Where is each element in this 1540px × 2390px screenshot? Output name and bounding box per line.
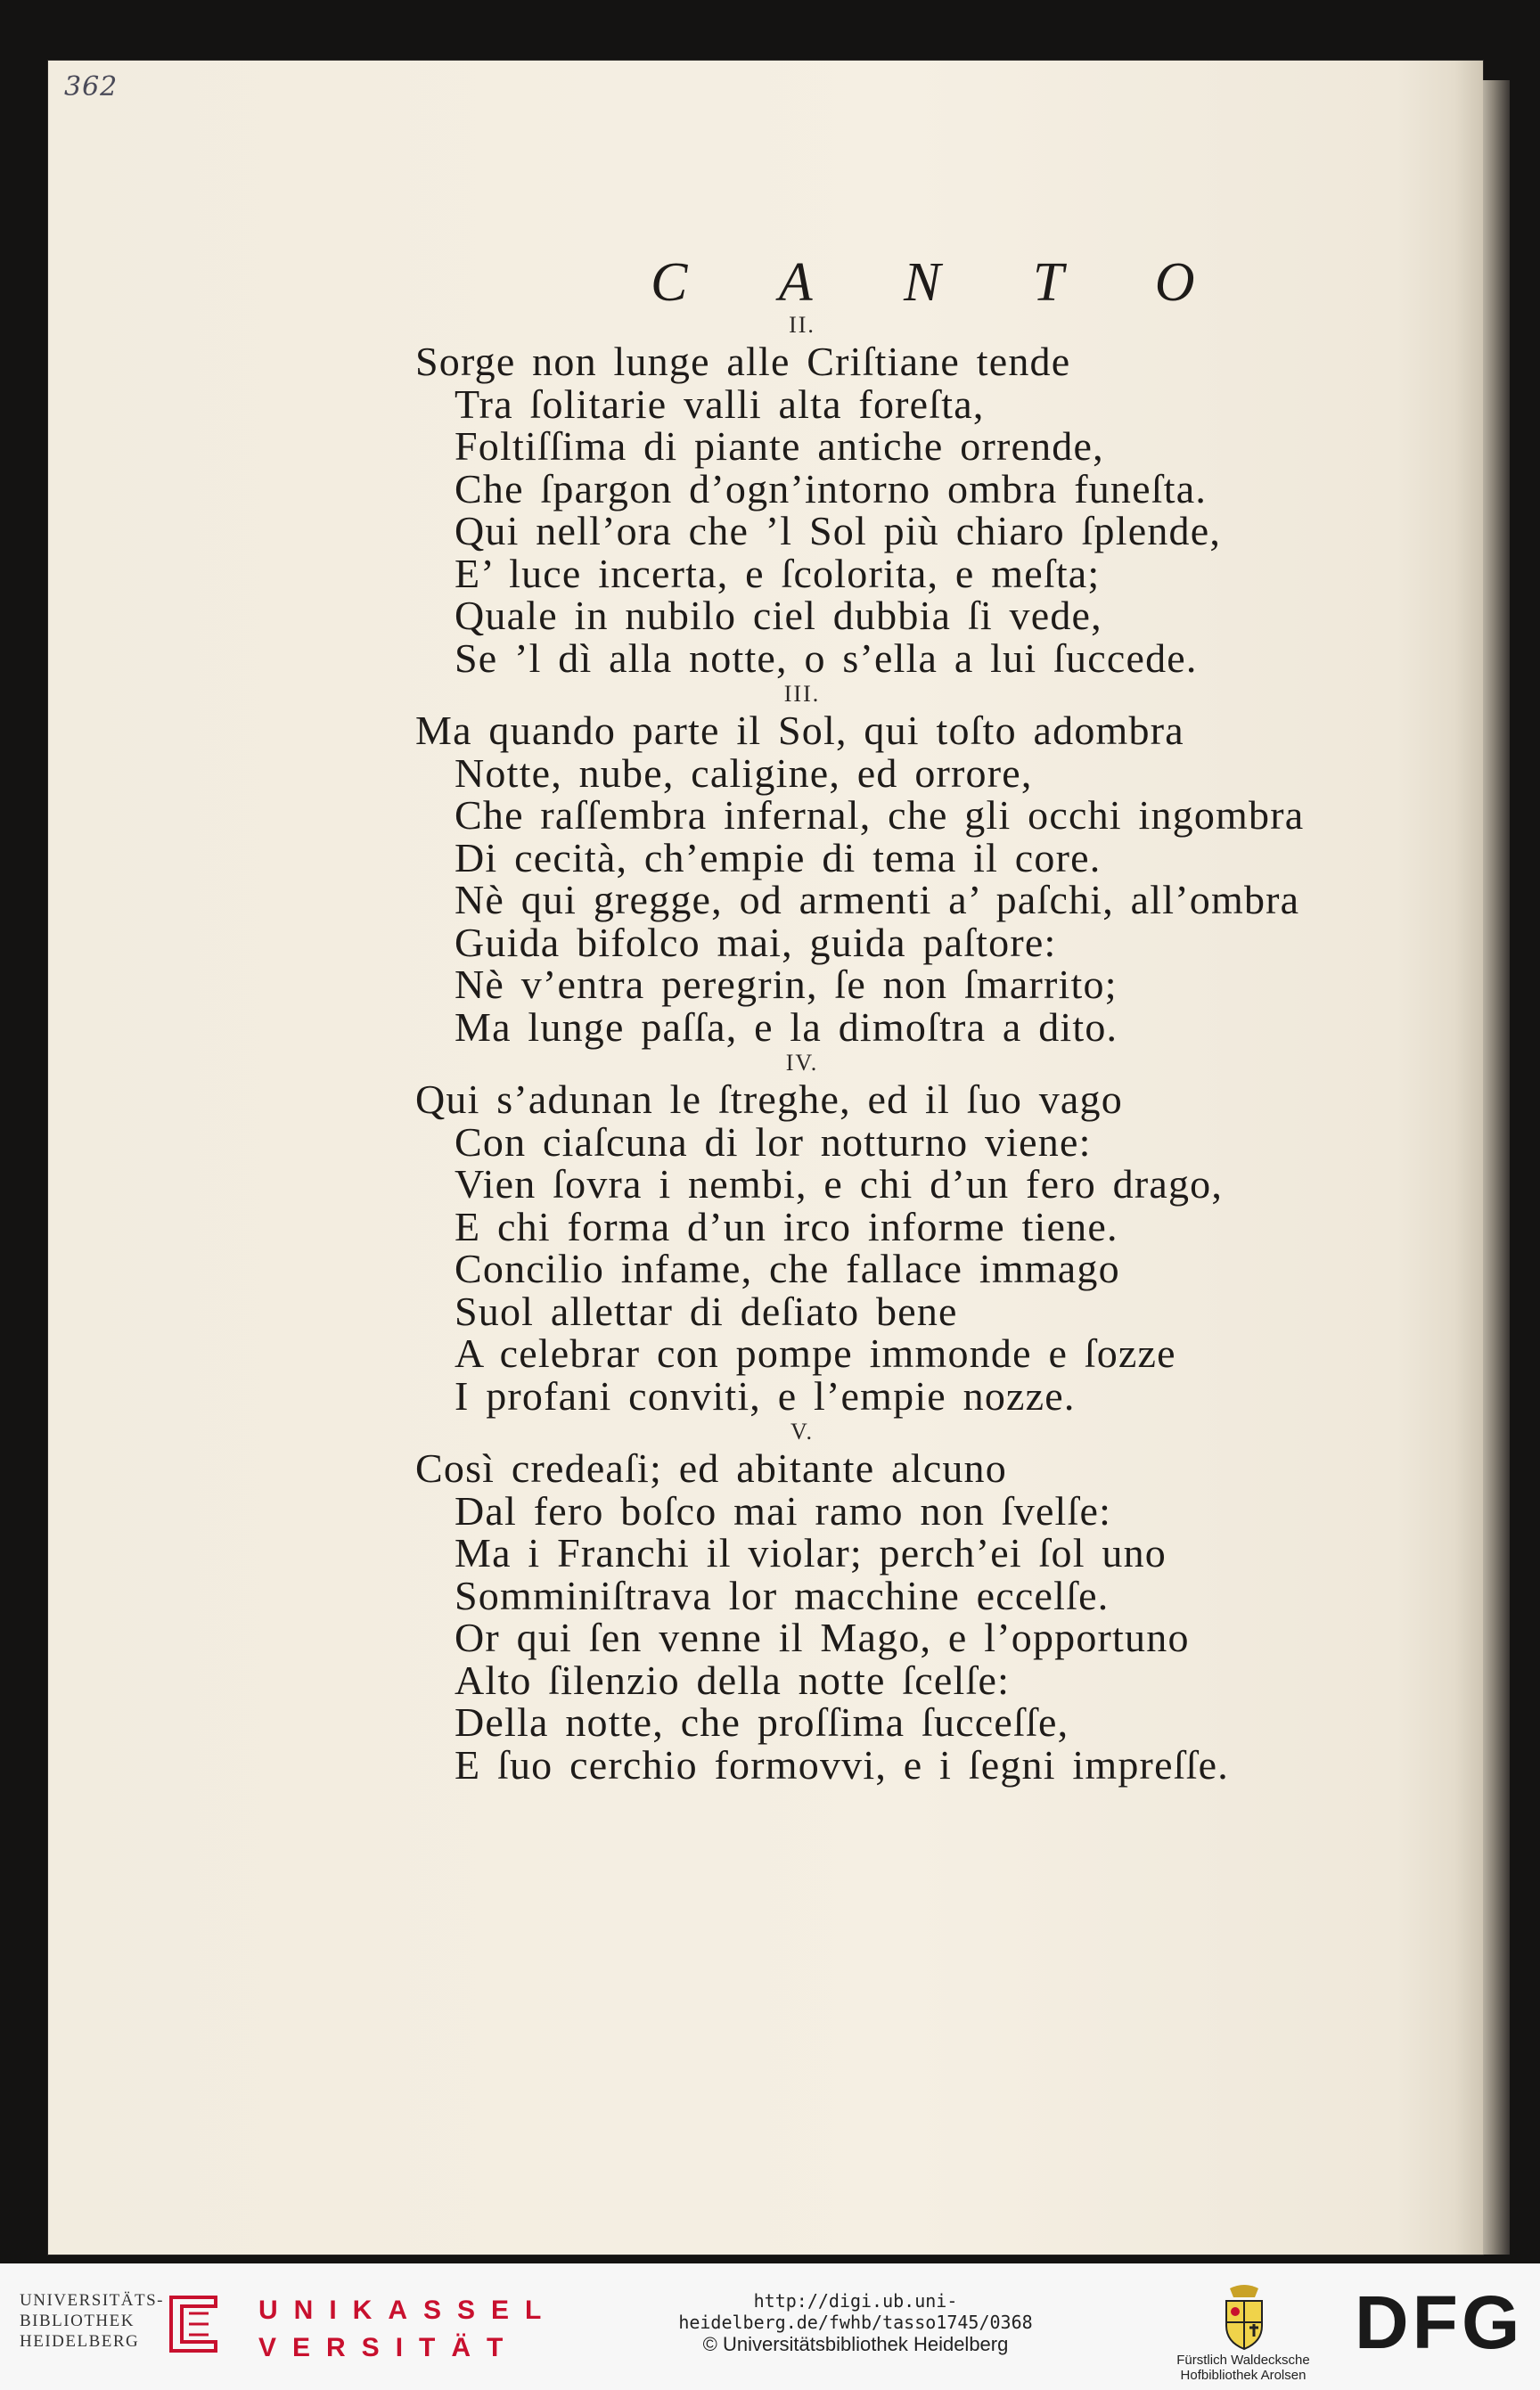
uni-kassel-top: UNIKASSEL [258, 2296, 558, 2325]
stanza [415, 1447, 1229, 1786]
ub-logo-line: UNIVERSITÄTS- [20, 2291, 164, 2310]
verse-line: Ma quando parte il Sol, qui toſto adombra [415, 708, 1184, 753]
uni-kassel-logo[interactable] [258, 2292, 557, 2367]
stanza [415, 340, 1221, 679]
verse-line: E chi forma d’un irco informe tiene. [455, 1203, 1118, 1249]
verse-line: Vien ſovra i nembi, e chi d’un fero drago, [455, 1161, 1224, 1207]
stanza-number: III. [783, 681, 821, 707]
verse-line: Così credeaſi; ed abitante alcuno [415, 1445, 1007, 1491]
page-edge [1483, 80, 1510, 2255]
verse-line: E’ luce incerta, e ſcolorita, e meſta; [455, 550, 1101, 596]
waldeck-crest-icon [1219, 2283, 1269, 2351]
hofbibliothek-line: Hofbibliothek Arolsen [1180, 2368, 1307, 2383]
verse-line: Se ’l dì alla notte, o s’ella a lui ſuccede. [455, 634, 1198, 681]
ub-logo-line: BIBLIOTHEK [20, 2312, 135, 2330]
verse-line: Guida bifolco mai, guida paſtore: [455, 919, 1057, 965]
verse-line: Sorge non lunge alle Criſtiane tende [415, 339, 1071, 384]
hofbibliothek-label[interactable] [1159, 2353, 1328, 2383]
stanza-number: V. [790, 1419, 814, 1445]
uni-kassel-bottom: VERSITÄT [258, 2333, 520, 2362]
copyright-notice: © Universitätsbibliothek Heidelberg [702, 2333, 1009, 2355]
verse-line: Or qui ſen venne il Mago, e l’opportuno [455, 1615, 1190, 1660]
verse-line: Nè v’entra peregrin, ſe non ſmarrito; [455, 962, 1118, 1007]
verse-line: Di cecità, ch’empie di tema il core. [455, 834, 1102, 880]
verse-line: Della notte, che proſſima ſucceſſe, [455, 1699, 1069, 1745]
verse-line: I profani conviti, e l’empie nozze. [455, 1372, 1076, 1419]
verse-line: Ma i Franchi il violar; perch’ei ſol uno [455, 1530, 1167, 1576]
canto-heading: C A N T O [651, 252, 1234, 313]
ub-heidelberg-logo[interactable] [20, 2290, 164, 2352]
verse-line: Che ſpargon d’ogn’intorno ombra funeſta. [455, 465, 1208, 512]
verse-line: Nè qui gregge, od armenti a’ paſchi, all’ombra [455, 877, 1300, 922]
stanza [415, 1078, 1223, 1417]
hofbibliothek-line: Fürstlich Waldecksche [1176, 2353, 1310, 2368]
verse-line: Tra ſolitarie valli alta foreſta, [455, 381, 985, 427]
ub-logo-line: HEIDELBERG [20, 2332, 140, 2351]
verse-line: Che raſſembra infernal, che gli occhi ingombra [455, 792, 1305, 838]
verse-line: E ſuo cerchio formovvi, e i ſegni impreſſe. [455, 1741, 1229, 1788]
dfg-logo[interactable]: DFG [1355, 2280, 1524, 2364]
verse-line: Con ciaſcuna di lor notturno viene: [455, 1118, 1092, 1165]
ub-emblem-icon [162, 2288, 225, 2360]
stanza [415, 709, 1304, 1048]
verse-line: Ma lunge paſſa, e la dimoſtra a dito. [455, 1003, 1118, 1050]
verse-line: Dal fero boſco mai ramo non ſvelſe: [455, 1487, 1112, 1534]
verse-line: Qui nell’ora che ’l Sol più chiaro ſplende, [455, 508, 1222, 553]
verse-line: Somminiſtrava lor macchine eccelſe. [455, 1572, 1110, 1618]
verse-line: Quale in nubilo ciel dubbia ſi vede, [455, 593, 1102, 638]
verse-line: Alto ſilenzio della notte ſcelſe: [455, 1657, 1011, 1703]
verse-line: Foltiſſima di piante antiche orrende, [455, 423, 1104, 469]
footer-bar [0, 2263, 1540, 2390]
verse-line: A celebrar con pompe immonde e ſozze [455, 1330, 1176, 1376]
verse-line: Notte, nube, caligine, ed orrore, [455, 749, 1033, 796]
verse-line: Suol allettar di deſiato bene [455, 1288, 958, 1334]
permalink[interactable]: http://digi.ub.uni-heidelberg.de/fwhb/tasso1745/0368 [678, 2290, 1033, 2333]
stanza-number: IV. [785, 1050, 819, 1076]
stanza-number: II. [789, 312, 815, 338]
verse-line: Qui s’adunan le ſtreghe, ed il ſuo vago [415, 1076, 1123, 1122]
folio-number: 362 [64, 71, 119, 102]
verse-line: Concilio infame, che fallace immago [455, 1246, 1120, 1291]
